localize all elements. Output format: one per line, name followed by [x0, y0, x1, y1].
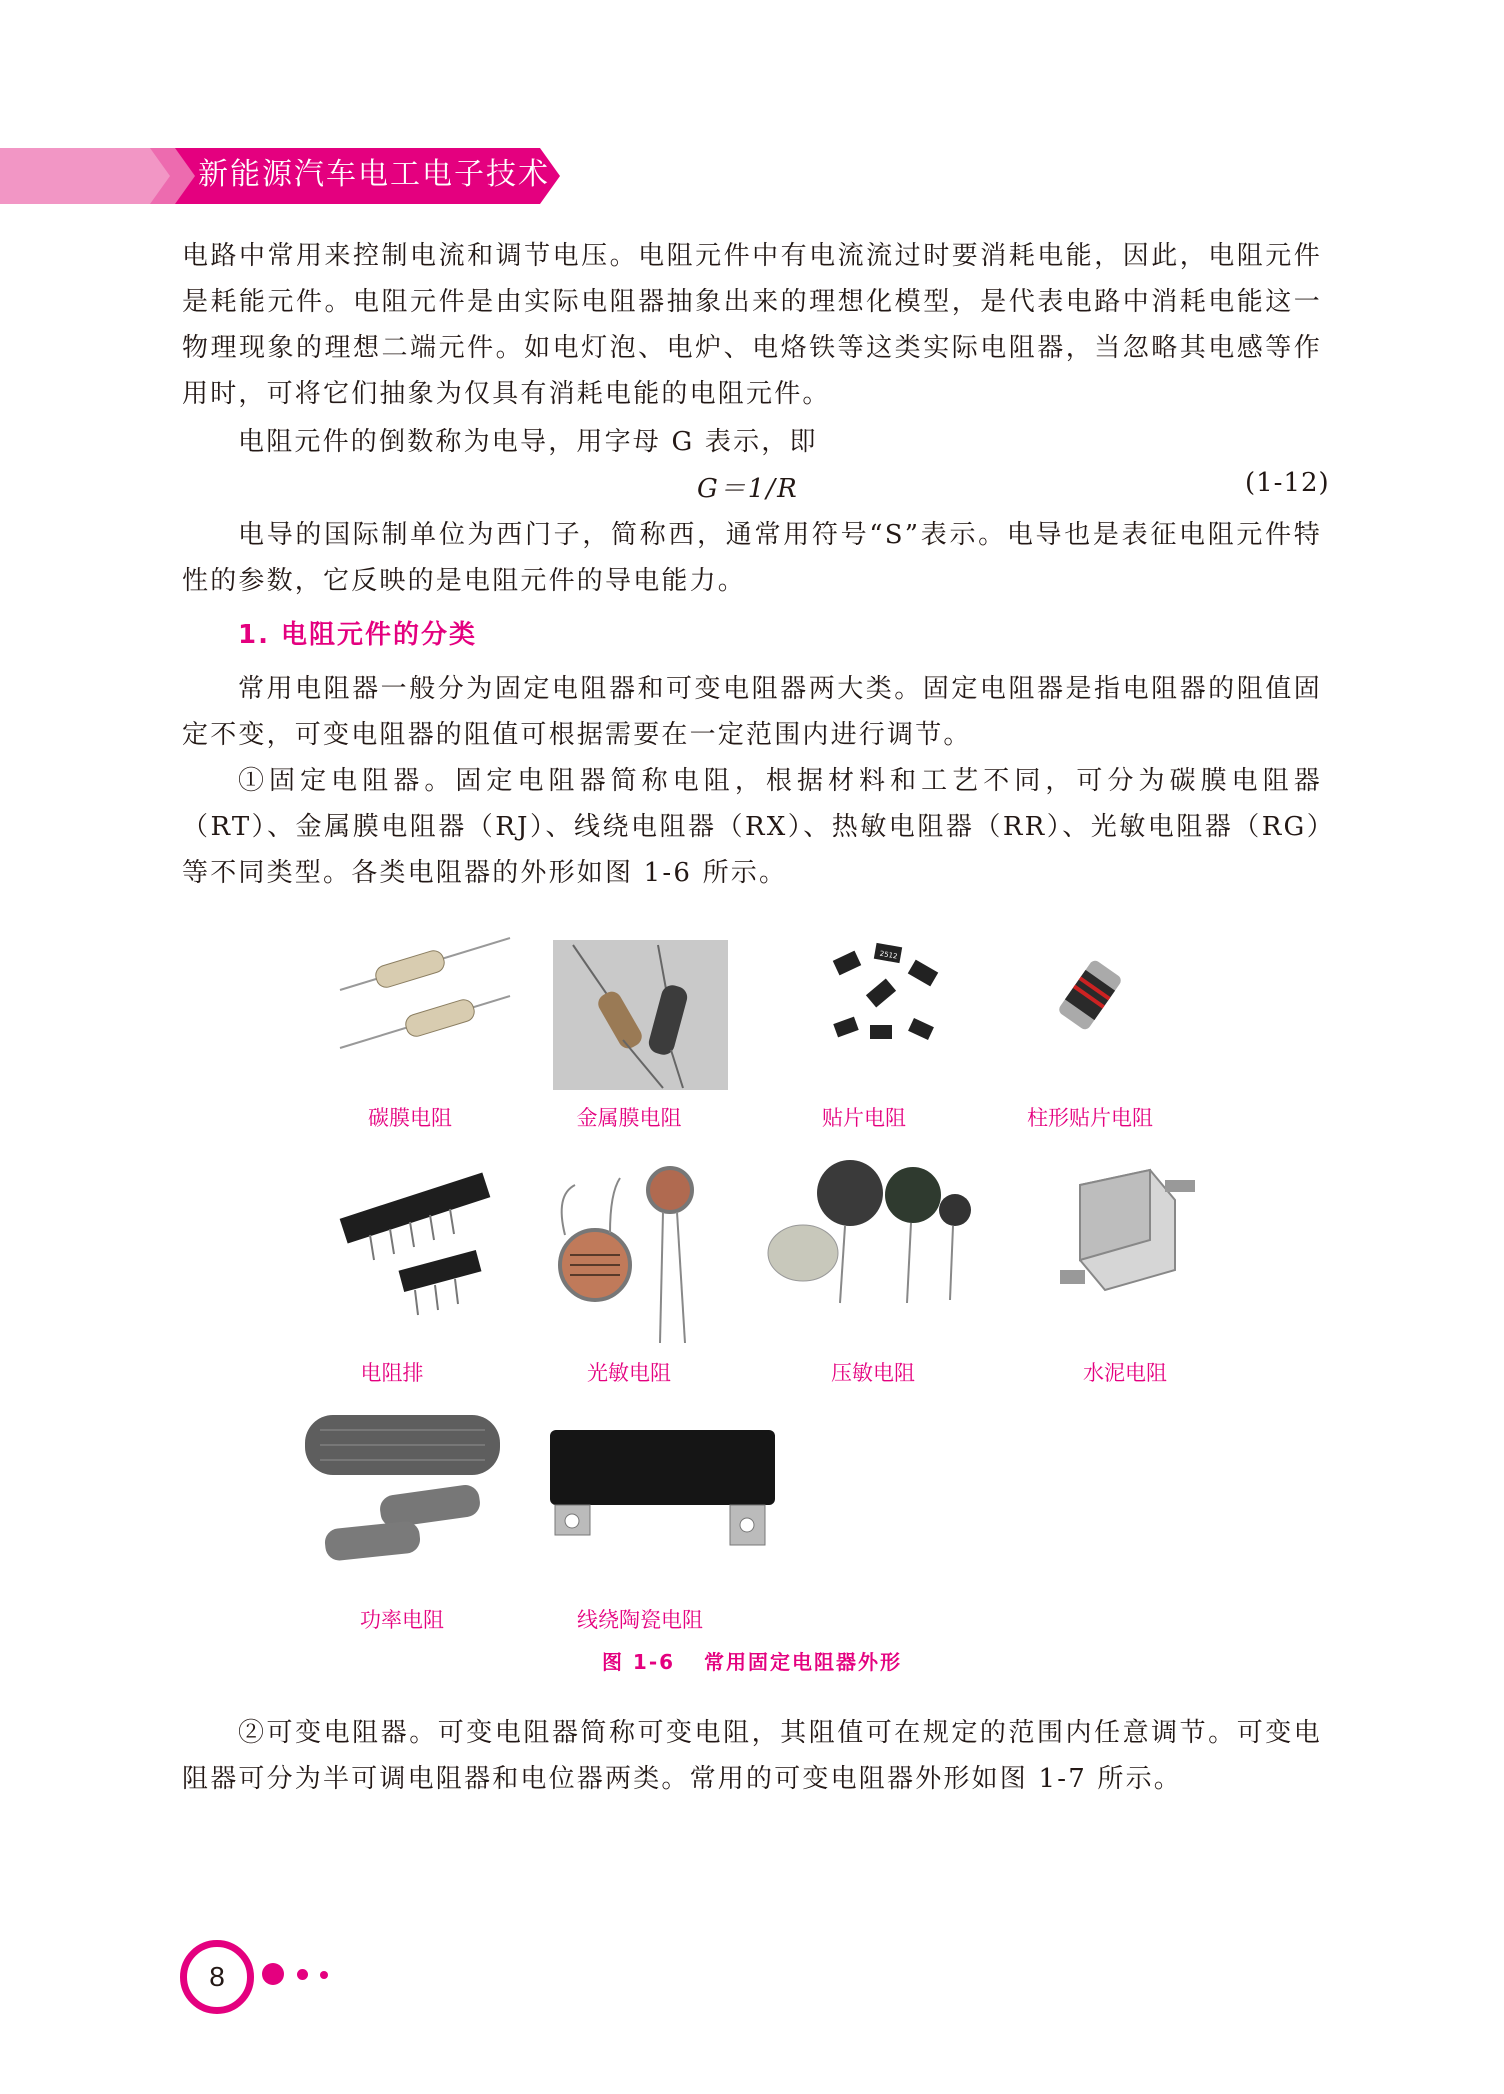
- label-carbon-film: 碳膜电阻: [368, 1106, 452, 1130]
- smd-marking-label: 2512: [879, 949, 899, 961]
- cylindrical-smd-resistor-image: [1050, 955, 1130, 1035]
- page-number: 8: [209, 1961, 225, 1992]
- formula-number: (1-12): [1245, 468, 1330, 498]
- label-metal-film: 金属膜电阻: [576, 1106, 682, 1130]
- paragraph-3: 电导的国际制单位为西门子，简称西，通常用符号“S”表示。电导也是表征电阻元件特性的参数，它反映的是电阻元件的导电能力。: [182, 520, 1322, 596]
- figure-caption: [0, 1646, 1504, 1675]
- footer-dot-large: [262, 1963, 284, 1985]
- footer-dot-medium: [297, 1969, 308, 1980]
- varistor-image: [765, 1155, 980, 1305]
- smd-resistor-image: [830, 940, 950, 1050]
- metal-film-resistor-image: [553, 940, 728, 1090]
- figure-title: 常用固定电阻器外形: [704, 1650, 903, 1674]
- resistor-network-image: [330, 1165, 510, 1325]
- paragraph-6: ②可变电阻器。可变电阻器简称可变电阻，其阻值可在规定的范围内任意调节。可变电阻器可分为半可调电阻器和电位器两类。常用的可变电阻器外形如图 1-7 所示。: [182, 1718, 1322, 1794]
- figure-number: 图 1-6: [601, 1650, 676, 1674]
- label-smd: 贴片电阻: [822, 1106, 906, 1130]
- label-photo: 光敏电阻: [587, 1361, 671, 1385]
- label-power: 功率电阻: [360, 1608, 444, 1632]
- label-varistor: 压敏电阻: [831, 1361, 915, 1385]
- paragraph-4: 常用电阻器一般分为固定电阻器和可变电阻器两大类。固定电阻器是指电阻器的阻值固定不变，可变电阻器的阻值可根据需要在一定范围内进行调节。: [182, 674, 1322, 750]
- label-cement: 水泥电阻: [1083, 1361, 1167, 1385]
- paragraph-2: 电阻元件的倒数称为电导，用字母 G 表示，即: [238, 427, 818, 457]
- label-cylindrical-smd: 柱形贴片电阻: [1027, 1106, 1153, 1130]
- power-resistor-image: [300, 1410, 505, 1580]
- paragraph-5: ①固定电阻器。固定电阻器简称电阻，根据材料和工艺不同，可分为碳膜电阻器（RT）、金属膜电阻器（RJ）、线绕电阻器（RX）、热敏电阻器（RR）、光敏电阻器（RG）等不同类型。各类电阻器的外形如图 1-6 所示。: [182, 766, 1322, 888]
- photoresistor-image: [545, 1165, 715, 1345]
- cement-resistor-image: [1055, 1160, 1205, 1310]
- section-heading: 1. 电阻元件的分类: [238, 620, 478, 650]
- label-network: 电阻排: [360, 1361, 424, 1385]
- formula: G＝1/R: [697, 474, 799, 504]
- label-wirewound-ceramic: 线绕陶瓷电阻: [577, 1608, 703, 1632]
- wirewound-ceramic-resistor-image: [545, 1425, 780, 1560]
- paragraph-1: 电路中常用来控制电流和调节电压。电阻元件中有电流流过时要消耗电能，因此，电阻元件是耗能元件。电阻元件是由实际电阻器抽象出来的理想化模型，是代表电路中消耗电能这一物理现象的理想二端元件。如电灯泡、电炉、电烙铁等这类实际电阻器，当忽略其电感等作用时，可将它们抽象为仅具有消耗电能的电阻元件。: [182, 241, 1322, 409]
- book-title: 新能源汽车电工电子技术: [198, 157, 550, 192]
- page-number-ring: [180, 1940, 254, 2014]
- footer-dot-small: [320, 1971, 328, 1979]
- carbon-film-resistor-image: [335, 930, 515, 1060]
